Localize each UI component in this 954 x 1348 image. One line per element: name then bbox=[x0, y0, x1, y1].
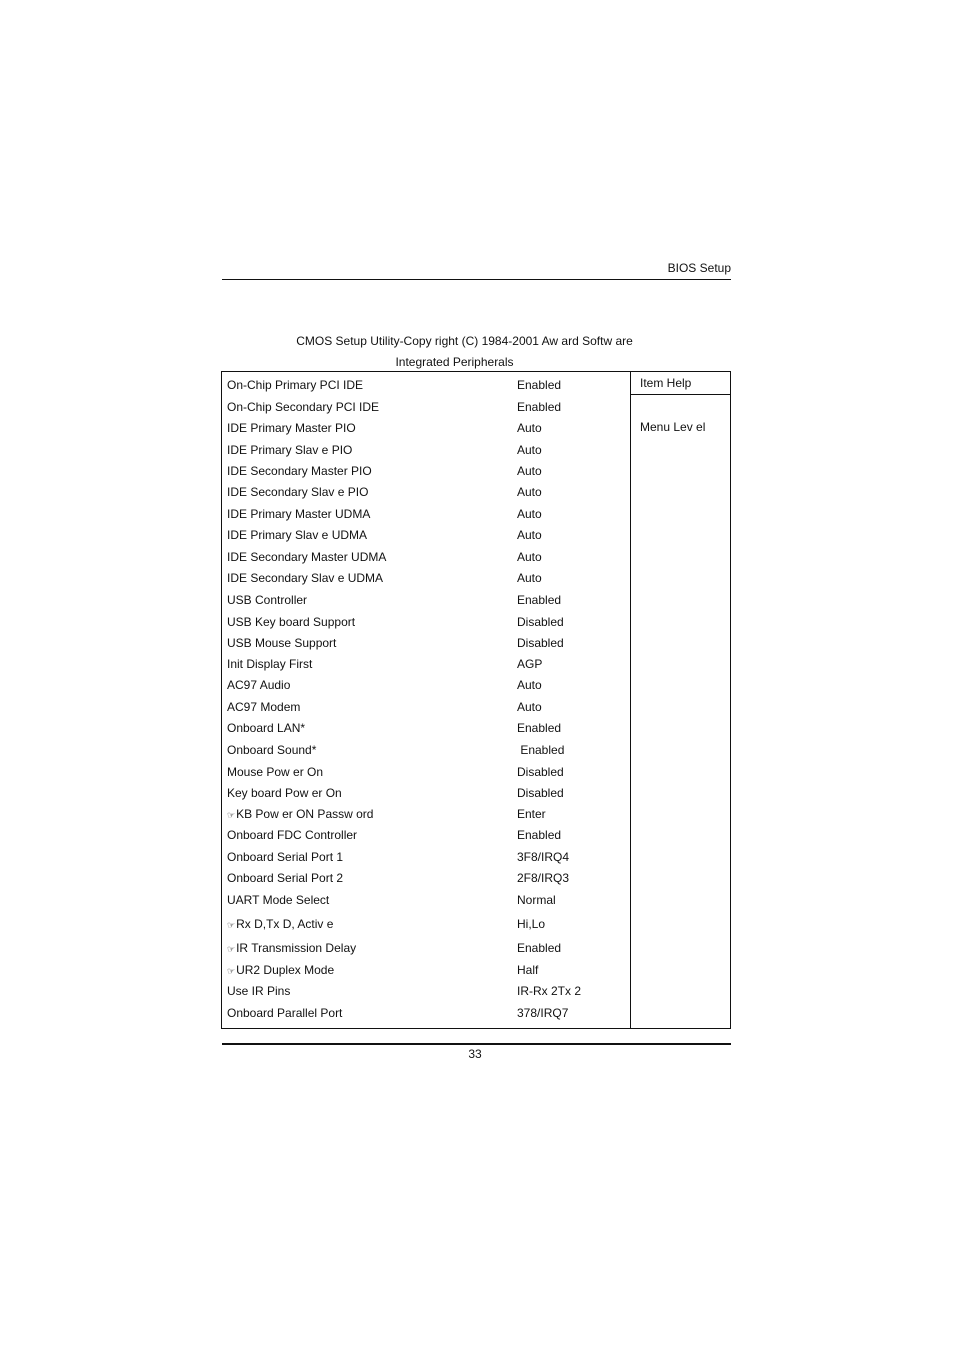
setting-row[interactable] bbox=[222, 915, 630, 933]
setting-label-text: Rx D,Tx D, Activ e bbox=[236, 917, 334, 931]
setting-label-text: Key board Pow er On bbox=[227, 786, 342, 800]
item-help-panel bbox=[630, 372, 731, 1028]
setting-row[interactable] bbox=[222, 698, 630, 716]
setting-value[interactable]: Auto bbox=[517, 507, 542, 521]
setting-label-text: USB Controller bbox=[227, 593, 308, 607]
setting-value[interactable]: Enabled bbox=[517, 593, 562, 607]
setting-value[interactable]: Enabled bbox=[517, 721, 562, 735]
setting-row[interactable] bbox=[222, 869, 630, 887]
setting-value[interactable]: Enabled bbox=[517, 828, 562, 842]
setting-row[interactable] bbox=[222, 548, 630, 566]
setting-label bbox=[227, 869, 343, 887]
setting-row[interactable] bbox=[222, 1004, 630, 1022]
setting-label-text: AC97 Modem bbox=[227, 700, 301, 714]
setting-value[interactable]: AGP bbox=[517, 657, 543, 671]
setting-value[interactable]: 378/IRQ7 bbox=[517, 1006, 569, 1020]
setting-value[interactable]: Disabled bbox=[517, 765, 564, 779]
setting-row[interactable] bbox=[222, 376, 630, 394]
setting-label bbox=[227, 548, 386, 566]
setting-row[interactable] bbox=[222, 848, 630, 866]
setting-value[interactable]: 2F8/IRQ3 bbox=[517, 871, 570, 885]
setting-label bbox=[227, 763, 323, 781]
setting-label bbox=[227, 891, 329, 909]
setting-label-text: Onboard LAN* bbox=[227, 721, 306, 735]
setting-label bbox=[227, 526, 367, 544]
setting-label-text: IDE Primary Slav e PIO bbox=[227, 443, 353, 457]
setting-label bbox=[227, 676, 290, 694]
setting-row[interactable] bbox=[222, 569, 630, 587]
setting-value[interactable]: Normal bbox=[517, 893, 556, 907]
setting-label-text: IR Transmission Delay bbox=[236, 941, 357, 955]
setting-label bbox=[227, 784, 342, 802]
item-help-title: Item Help bbox=[631, 372, 731, 395]
menu-level-text: Menu Lev el bbox=[640, 420, 706, 434]
setting-value[interactable]: 3F8/IRQ4 bbox=[517, 850, 570, 864]
setting-label bbox=[227, 505, 370, 523]
setting-label-text: IDE Primary Master UDMA bbox=[227, 507, 371, 521]
setting-label bbox=[227, 634, 336, 652]
setting-value[interactable]: Enabled bbox=[517, 743, 565, 757]
setting-label bbox=[227, 915, 333, 934]
setting-label bbox=[227, 376, 363, 394]
setting-label-text: IDE Secondary Master UDMA bbox=[227, 550, 387, 564]
setting-value[interactable]: Disabled bbox=[517, 786, 564, 800]
page-number: 33 bbox=[468, 1047, 482, 1061]
setting-value[interactable]: Enabled bbox=[517, 378, 562, 392]
setting-row[interactable] bbox=[222, 505, 630, 523]
setting-value[interactable]: Enter bbox=[517, 807, 546, 821]
setting-row[interactable] bbox=[222, 784, 630, 802]
setting-row[interactable] bbox=[222, 939, 630, 957]
setting-label-text: Onboard Serial Port 1 bbox=[227, 850, 344, 864]
setting-row[interactable] bbox=[222, 462, 630, 480]
setting-value[interactable]: Auto bbox=[517, 571, 542, 585]
setting-row[interactable] bbox=[222, 634, 630, 652]
setting-label bbox=[227, 655, 312, 673]
setting-label bbox=[227, 441, 352, 459]
setting-label-text: On-Chip Secondary PCI IDE bbox=[227, 400, 380, 414]
utility-title: CMOS Setup Utility-Copy right (C) 1984-2001 Aw ard Softw are bbox=[296, 334, 633, 348]
setting-value[interactable]: Auto bbox=[517, 485, 542, 499]
setting-label bbox=[227, 591, 307, 609]
footer-rule bbox=[222, 1043, 731, 1045]
setting-label-text: IDE Secondary Slav e PIO bbox=[227, 485, 369, 499]
page-header: BIOS Setup bbox=[667, 261, 731, 275]
setting-label-text: Mouse Pow er On bbox=[227, 765, 324, 779]
setting-label bbox=[227, 939, 356, 958]
setting-value[interactable]: Auto bbox=[517, 678, 542, 692]
setting-label-text: UART Mode Select bbox=[227, 893, 330, 907]
pointing-hand-icon: ☞ bbox=[227, 810, 236, 820]
setting-label-text: IDE Secondary Master PIO bbox=[227, 464, 372, 478]
pointing-hand-icon: ☞ bbox=[227, 920, 236, 930]
setting-label bbox=[227, 483, 368, 501]
setting-value[interactable]: Enabled bbox=[517, 941, 562, 955]
setting-label bbox=[227, 805, 373, 824]
setting-label bbox=[227, 419, 356, 437]
setting-row[interactable] bbox=[222, 961, 630, 979]
setting-row[interactable] bbox=[222, 805, 630, 823]
pointing-hand-icon: ☞ bbox=[227, 966, 236, 976]
bios-settings-panel bbox=[221, 371, 731, 1029]
setting-row[interactable] bbox=[222, 891, 630, 909]
setting-label bbox=[227, 741, 316, 759]
setting-label-text: IDE Primary Master PIO bbox=[227, 421, 356, 435]
setting-value[interactable]: Enabled bbox=[517, 400, 562, 414]
setting-label-text: AC97 Audio bbox=[227, 678, 291, 692]
setting-value[interactable]: Auto bbox=[517, 443, 542, 457]
pointing-hand-icon: ☞ bbox=[227, 944, 236, 954]
setting-value[interactable]: Disabled bbox=[517, 615, 564, 629]
setting-label bbox=[227, 398, 379, 416]
setting-label bbox=[227, 826, 357, 844]
setting-row[interactable] bbox=[222, 741, 630, 759]
setting-label-text: IDE Secondary Slav e UDMA bbox=[227, 571, 384, 585]
setting-label bbox=[227, 961, 334, 980]
header-rule bbox=[222, 279, 731, 280]
setting-label-text: USB Mouse Support bbox=[227, 636, 337, 650]
setting-row[interactable] bbox=[222, 982, 630, 1000]
setting-label bbox=[227, 698, 300, 716]
setting-label-text: Onboard Sound* bbox=[227, 743, 317, 757]
setting-label bbox=[227, 719, 305, 737]
setting-row[interactable] bbox=[222, 591, 630, 609]
setting-label bbox=[227, 613, 355, 631]
setting-label-text: KB Pow er ON Passw ord bbox=[236, 807, 374, 821]
setting-label bbox=[227, 848, 343, 866]
setting-value[interactable]: Auto bbox=[517, 421, 542, 435]
setting-value[interactable]: Half bbox=[517, 963, 539, 977]
setting-label-text: IDE Primary Slav e UDMA bbox=[227, 528, 368, 542]
setting-label-text: On-Chip Primary PCI IDE bbox=[227, 378, 364, 392]
setting-label-text: Onboard Serial Port 2 bbox=[227, 871, 344, 885]
setting-label-text: Onboard FDC Controller bbox=[227, 828, 358, 842]
setting-row[interactable] bbox=[222, 763, 630, 781]
setting-row[interactable] bbox=[222, 398, 630, 416]
setting-row[interactable] bbox=[222, 826, 630, 844]
setting-row[interactable] bbox=[222, 719, 630, 737]
setting-row[interactable] bbox=[222, 526, 630, 544]
setting-label-text: Init Display First bbox=[227, 657, 313, 671]
setting-row[interactable] bbox=[222, 441, 630, 459]
setting-row[interactable] bbox=[222, 483, 630, 501]
setting-label-text: UR2 Duplex Mode bbox=[236, 963, 335, 977]
setting-row[interactable] bbox=[222, 419, 630, 437]
utility-subtitle: Integrated Peripherals bbox=[395, 355, 514, 369]
setting-label bbox=[227, 462, 372, 480]
setting-label bbox=[227, 1004, 342, 1022]
setting-value[interactable]: Disabled bbox=[517, 636, 564, 650]
setting-value[interactable]: Hi,Lo bbox=[517, 917, 546, 931]
setting-label bbox=[227, 982, 290, 1000]
setting-value[interactable]: Auto bbox=[517, 700, 542, 714]
setting-label-text: Use IR Pins bbox=[227, 984, 291, 998]
setting-label-text: Onboard Parallel Port bbox=[227, 1006, 343, 1020]
setting-value[interactable]: Auto bbox=[517, 528, 542, 542]
setting-label bbox=[227, 569, 383, 587]
setting-value[interactable]: Auto bbox=[517, 464, 542, 478]
setting-value[interactable]: Auto bbox=[517, 550, 542, 564]
setting-value[interactable]: IR-Rx 2Tx 2 bbox=[517, 984, 582, 998]
setting-row[interactable] bbox=[222, 655, 630, 673]
setting-row[interactable] bbox=[222, 613, 630, 631]
setting-row[interactable] bbox=[222, 676, 630, 694]
setting-label-text: USB Key board Support bbox=[227, 615, 356, 629]
